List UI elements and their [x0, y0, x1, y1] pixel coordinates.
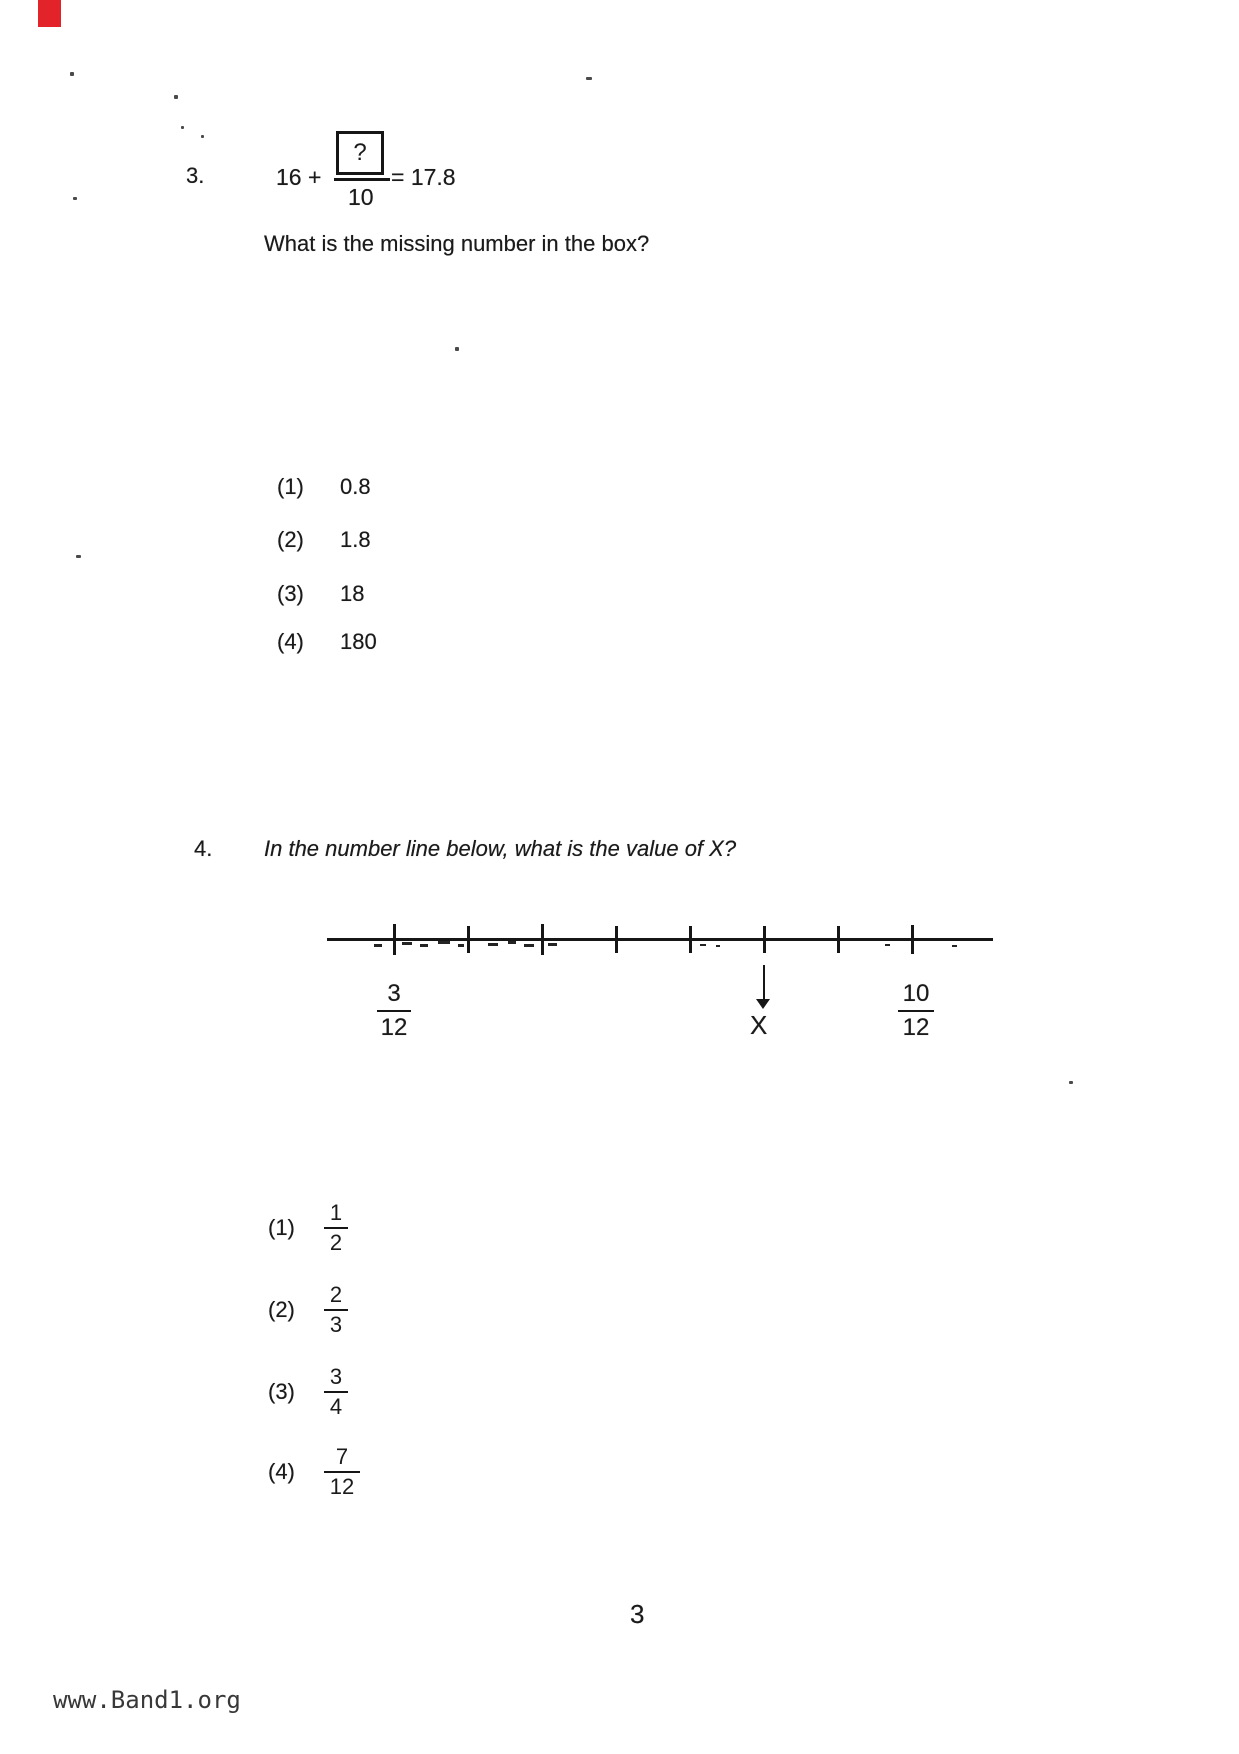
q3-option-4-label: (4)	[277, 629, 304, 654]
fraction-bar	[324, 1309, 348, 1311]
q4-option-3-fraction	[324, 1366, 348, 1418]
scan-noise-dash	[952, 945, 957, 947]
down-arrow-icon	[763, 965, 765, 1000]
number-line-tick	[393, 924, 396, 955]
q4-option-row	[268, 1202, 348, 1254]
q3-option-3-value: 18	[340, 581, 365, 606]
scan-speckle	[181, 126, 184, 129]
number-line	[327, 938, 993, 941]
q4-option-3-label: (3)	[268, 1379, 295, 1404]
scan-noise-dash	[488, 943, 498, 946]
fraction-denominator: 4	[329, 1394, 343, 1419]
q3-option-4-value: 180	[340, 629, 377, 654]
right-label-numerator: 10	[902, 980, 930, 1007]
scan-speckle	[586, 77, 592, 80]
question-3-number: 3.	[186, 163, 205, 188]
watermark-url: www.Band1.org	[53, 1686, 241, 1714]
number-line-tick	[763, 926, 766, 953]
fraction-bar	[324, 1391, 348, 1393]
page-number: 3	[630, 1599, 645, 1629]
fraction-denominator: 12	[329, 1474, 355, 1499]
number-line-right-label	[898, 981, 934, 1041]
number-line-tick	[837, 926, 840, 953]
question-3-prompt: What is the missing number in the box?	[264, 231, 650, 256]
q3-option-row	[277, 629, 377, 655]
scan-noise-dash	[885, 944, 890, 946]
number-line-tick	[467, 926, 470, 953]
down-arrow-head-icon	[756, 999, 770, 1009]
fraction-denominator: 2	[329, 1230, 343, 1255]
answer-box-symbol: ?	[353, 139, 367, 166]
q4-option-row	[268, 1446, 360, 1498]
fraction-numerator: 1	[329, 1200, 343, 1225]
fraction-bar	[898, 1010, 934, 1012]
q4-option-row	[268, 1284, 348, 1336]
scan-noise-dash	[700, 944, 706, 946]
scan-speckle	[201, 135, 204, 138]
scan-noise-dash	[548, 943, 557, 946]
right-label-denominator: 12	[902, 1014, 930, 1041]
number-line-tick	[615, 926, 618, 953]
number-line-left-label	[377, 981, 411, 1041]
scan-noise-dash	[374, 944, 382, 947]
scan-red-mark	[38, 0, 61, 27]
scan-noise-dash	[402, 942, 412, 945]
fraction-numerator: 2	[329, 1282, 343, 1307]
fraction-bar	[324, 1227, 348, 1229]
q3-equation-lhs: 16 +	[276, 164, 322, 190]
q4-option-1-label: (1)	[268, 1215, 295, 1240]
fraction-numerator: 3	[329, 1364, 343, 1389]
q3-option-3-label: (3)	[277, 581, 304, 606]
scan-noise-dash	[524, 944, 534, 947]
q3-option-row	[277, 581, 364, 607]
fraction-bar	[377, 1010, 411, 1012]
scan-speckle	[1069, 1081, 1073, 1084]
q3-option-1-value: 0.8	[340, 474, 371, 499]
q3-option-1-label: (1)	[277, 474, 304, 499]
q4-option-4-fraction	[324, 1446, 360, 1498]
scan-noise-dash	[438, 941, 450, 944]
scan-speckle	[70, 72, 74, 76]
fraction-numerator: 7	[335, 1444, 349, 1469]
answer-box	[336, 131, 384, 175]
q4-option-2-fraction	[324, 1284, 348, 1336]
scan-noise-dash	[420, 944, 428, 947]
left-label-denominator: 12	[380, 1014, 408, 1041]
fraction-bar	[324, 1471, 360, 1473]
q3-equation-rhs: = 17.8	[391, 164, 456, 190]
q3-option-row	[277, 527, 371, 553]
number-line-tick	[689, 926, 692, 953]
q4-option-1-fraction	[324, 1202, 348, 1254]
q3-option-2-value: 1.8	[340, 527, 371, 552]
scan-speckle	[76, 555, 81, 558]
left-label-numerator: 3	[387, 980, 401, 1007]
scan-speckle	[455, 347, 459, 351]
q4-option-4-label: (4)	[268, 1459, 295, 1484]
scan-noise-dash	[458, 944, 464, 947]
q3-option-2-label: (2)	[277, 527, 304, 552]
fraction-denominator: 3	[329, 1312, 343, 1337]
question-4-prompt: In the number line below, what is the value of X?	[264, 836, 737, 861]
number-line-tick	[541, 924, 544, 955]
q4-option-2-label: (2)	[268, 1297, 295, 1322]
question-4-number: 4.	[194, 836, 213, 861]
number-line-tick	[911, 925, 914, 954]
q3-equation-denominator: 10	[348, 184, 374, 210]
scan-noise-dash	[508, 941, 516, 944]
fraction-bar-dashes	[338, 172, 384, 174]
scan-noise-dash	[716, 945, 720, 947]
pointer-label-x: X	[750, 1010, 768, 1040]
q4-option-row	[268, 1366, 348, 1418]
q3-option-row	[277, 474, 371, 500]
scan-speckle	[73, 197, 77, 200]
fraction-bar	[334, 178, 390, 181]
scan-speckle	[174, 95, 178, 99]
